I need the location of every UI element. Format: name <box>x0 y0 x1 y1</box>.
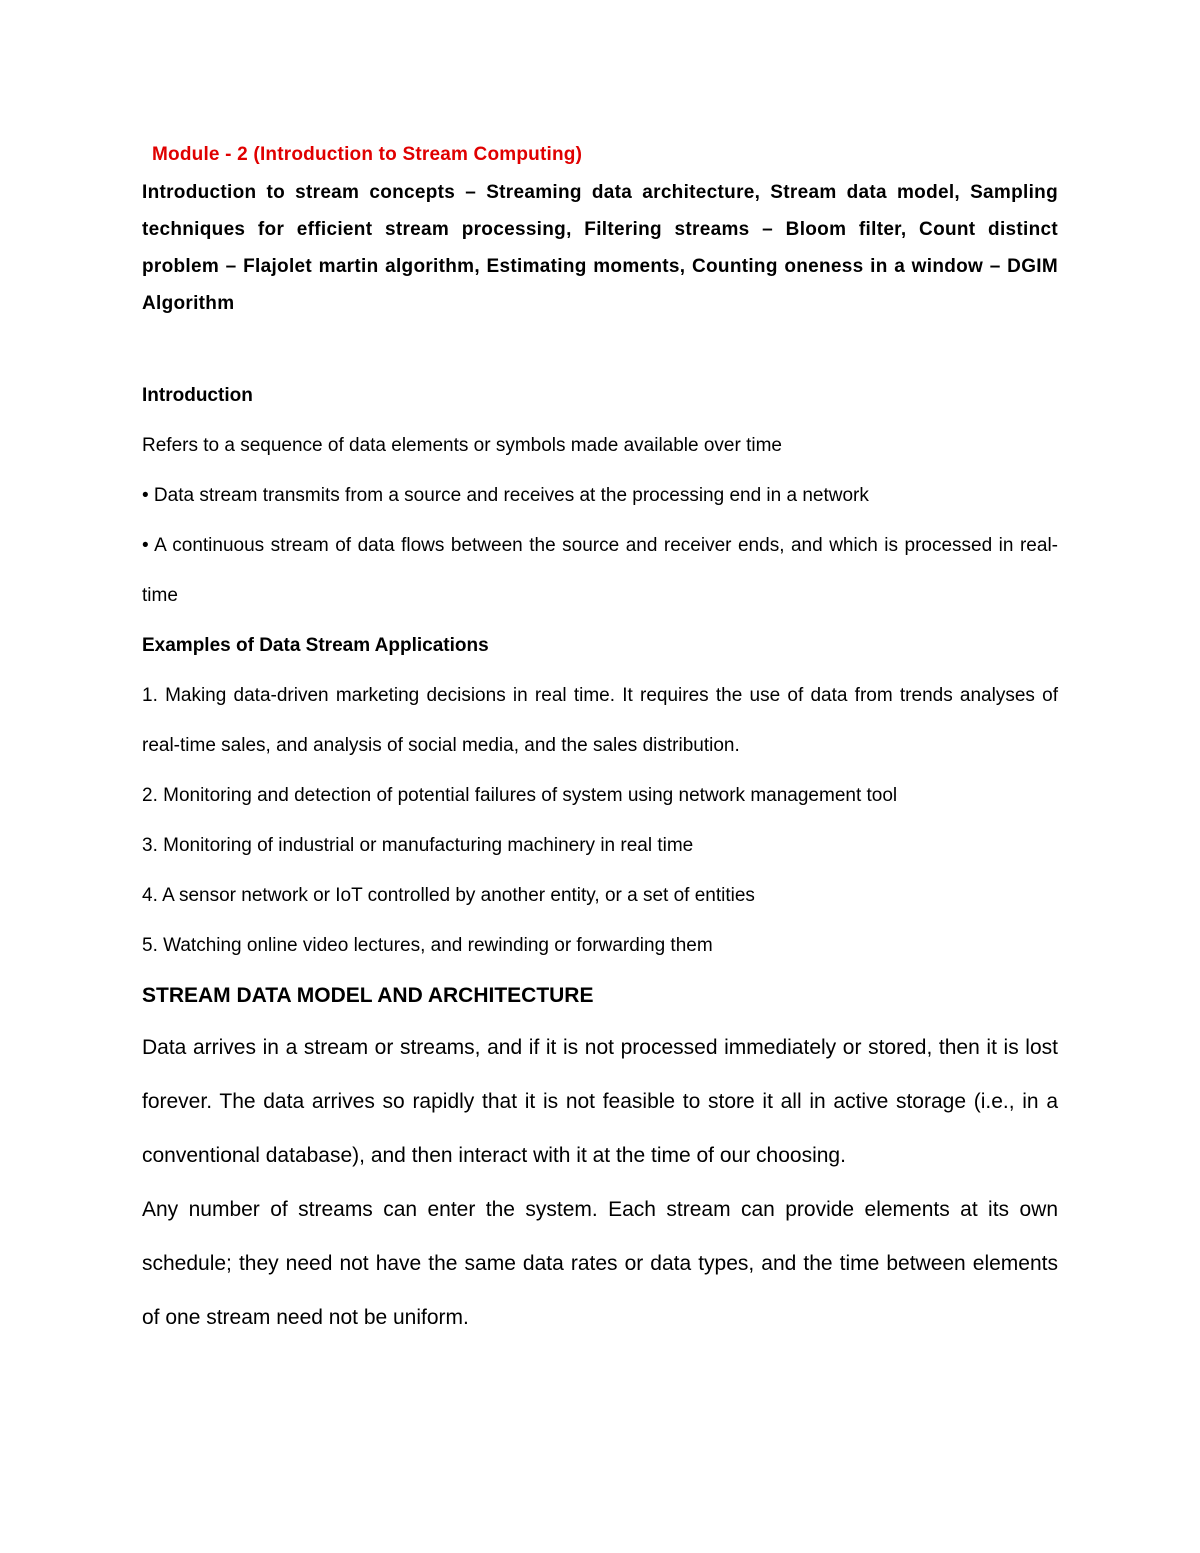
introduction-heading: Introduction <box>142 385 253 406</box>
example-item-5: 5. Watching online video lectures, and rewinding or forwarding them <box>142 935 713 956</box>
example-item-4: 4. A sensor network or IoT controlled by another entity, or a set of entities <box>142 885 755 906</box>
document-content <box>142 140 1058 1345</box>
examples-heading: Examples of Data Stream Applications <box>142 635 489 656</box>
stream-model-heading: STREAM DATA MODEL AND ARCHITECTURE <box>142 984 594 1007</box>
stream-model-paragraph-2: Any number of streams can enter the system. Each stream can provide elements at its own schedule; they need not have the same data rates or data types, and the time between elements of one stream need not be uniform. <box>142 1198 1058 1329</box>
introduction-bullet-2: • A continuous stream of data flows between the source and receiver ends, and which is processed in real-time <box>142 535 1058 606</box>
example-item-1: 1. Making data-driven marketing decisions in real time. It requires the use of data from trends analyses of real-time sales, and analysis of social media, and the sales distribution. <box>142 685 1058 756</box>
stream-model-paragraph-1: Data arrives in a stream or streams, and if it is not processed immediately or stored, then it is lost forever. The data arrives so rapidly that it is not feasible to store it all in active storage (i.e., in a conventional database), and then interact with it at the time of our choosing. <box>142 1036 1058 1167</box>
example-item-3: 3. Monitoring of industrial or manufacturing machinery in real time <box>142 835 694 856</box>
module-title: Module - 2 (Introduction to Stream Computing) <box>152 144 583 165</box>
introduction-definition: Refers to a sequence of data elements or symbols made available over time <box>142 435 782 456</box>
introduction-bullet-1: • Data stream transmits from a source and receives at the processing end in a network <box>142 485 869 506</box>
example-item-2: 2. Monitoring and detection of potential failures of system using network management tool <box>142 785 898 806</box>
syllabus-paragraph: Introduction to stream concepts – Streaming data architecture, Stream data model, Sampling techniques for efficient stream processing, Filtering streams – Bloom filter, Count distinct problem – Flajolet martin algorithm, Estimating moments, Counting oneness in a window – DGIM Algorithm <box>142 182 1058 314</box>
